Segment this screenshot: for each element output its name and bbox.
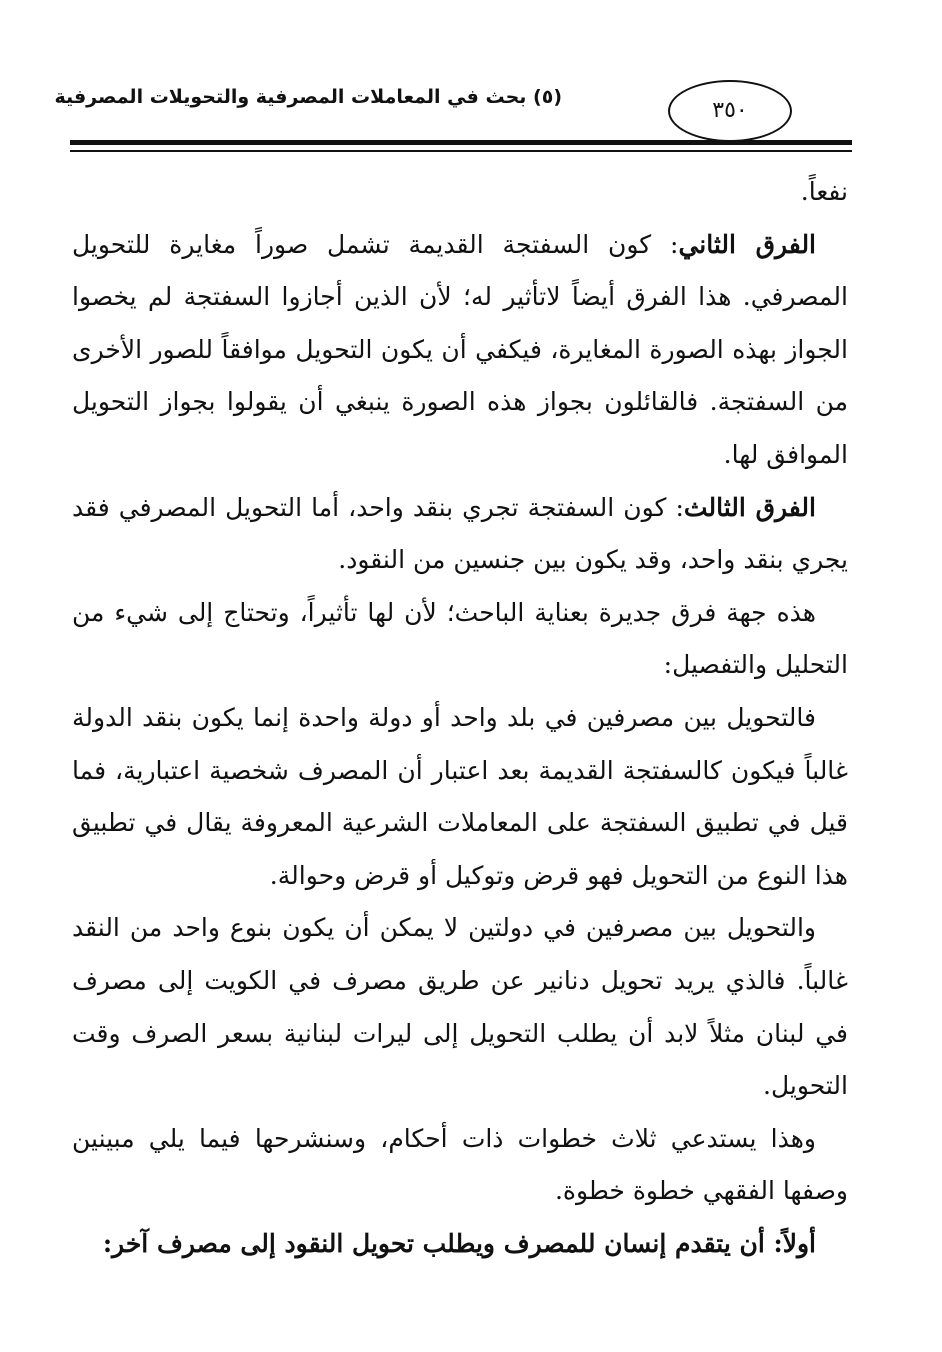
header-rule-thin xyxy=(70,150,852,152)
paragraph: والتحويل بين مصرفين في دولتين لا يمكن أن يكون بنوع واحد من النقد غالباً. فالذي يريد تحويل دنانير عن طريق مصرف في الكويت إلى مصرف في لبنان مثلاً لابد أن يطلب التحويل إلى ليرات لبنانية بسعر الصرف وقت التحويل. xyxy=(72,913,848,1101)
paragraph-text: : كون السفتجة تجري بنقد واحد، أما التحويل المصرفي فقد يجري بنقد واحد، وقد يكون بين جنسين من النقود. xyxy=(72,492,848,575)
paragraph: وهذا يستدعي ثلاث خطوات ذات أحكام، وسنشرحها فيما يلي مبينين وصفها الفقهي خطوة خطوة. xyxy=(72,1123,848,1206)
page-header xyxy=(54,76,852,156)
section-label: الفرق الثاني xyxy=(678,229,817,259)
paragraph-third-difference xyxy=(72,482,848,587)
paragraph-text: : كون السفتجة القديمة تشمل صوراً مغايرة للتحويل المصرفي. هذا الفرق أيضاً لاتأثير له؛ لأن الذين أجازوا السفتجة لم يخصوا الجواز بهذه الصورة المغايرة، فيكفي أن يكون التحويل موافقاً للصور الأخرى من السفتجة. فالقائلون بجواز هذه الصورة ينبغي أن يقولوا بجواز التحويل الموافق لها. xyxy=(72,229,848,469)
paragraph: هذه جهة فرق جديرة بعناية الباحث؛ لأن لها تأثيراً، وتحتاج إلى شيء من التحليل والتفصيل: xyxy=(72,597,848,680)
section-label: الفرق الثالث xyxy=(683,492,816,522)
body-text xyxy=(72,166,848,1270)
paragraph: فالتحويل بين مصرفين في بلد واحد أو دولة واحدة إنما يكون بنقد الدولة غالباً فيكون كالسفتجة القديمة بعد اعتبار أن المصرف شخصية اعتبارية، فما قيل في تطبيق السفتجة على المعاملات الشرعية المعروفة يقال في تطبيق هذا النوع من التحويل فهو قرض وتوكيل أو قرض وحوالة. xyxy=(72,702,848,890)
page-number: ٣٥٠ xyxy=(668,80,792,142)
paragraph-second-difference xyxy=(72,219,848,482)
paragraph-first-step: أولاً: أن يتقدم إنسان للمصرف ويطلب تحويل النقود إلى مصرف آخر: xyxy=(102,1228,816,1258)
paragraph-continuation: نفعاً. xyxy=(800,177,848,206)
running-title: (٥) بحث في المعاملات المصرفية والتحويلات المصرفية xyxy=(54,86,562,108)
